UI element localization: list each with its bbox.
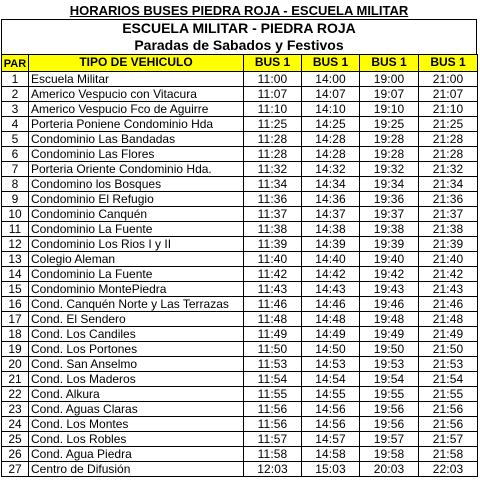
departure-time: 19:57 bbox=[360, 432, 419, 447]
stop-name: Cond. Los Candiles bbox=[29, 327, 244, 342]
stop-name: Condominio El Refugio bbox=[29, 192, 244, 207]
departure-time: 21:37 bbox=[419, 207, 478, 222]
departure-time: 11:56 bbox=[244, 402, 302, 417]
departure-time: 19:39 bbox=[360, 237, 419, 252]
stop-number: 23 bbox=[2, 402, 29, 417]
stop-name: Centro de Difusión bbox=[29, 462, 244, 477]
departure-time: 11:54 bbox=[244, 372, 302, 387]
departure-time: 21:46 bbox=[419, 297, 478, 312]
table-row bbox=[2, 162, 478, 177]
departure-time: 14:42 bbox=[302, 267, 360, 282]
stop-number: 12 bbox=[2, 237, 29, 252]
stop-name: Porteria Oriente Condominio Hda. bbox=[29, 162, 244, 177]
table-row bbox=[2, 192, 478, 207]
departure-time: 19:43 bbox=[360, 282, 419, 297]
table-row bbox=[2, 237, 478, 252]
section-title: Paradas de Sabados y Festivos bbox=[1, 37, 477, 54]
stop-number: 22 bbox=[2, 387, 29, 402]
departure-time: 14:50 bbox=[302, 342, 360, 357]
departure-time: 14:48 bbox=[302, 312, 360, 327]
table-row bbox=[2, 417, 478, 432]
departure-time: 21:55 bbox=[419, 387, 478, 402]
departure-time: 21:58 bbox=[419, 447, 478, 462]
header-row bbox=[2, 55, 478, 72]
departure-time: 21:42 bbox=[419, 267, 478, 282]
departure-time: 21:53 bbox=[419, 357, 478, 372]
departure-time: 14:46 bbox=[302, 297, 360, 312]
departure-time: 11:48 bbox=[244, 312, 302, 327]
departure-time: 11:28 bbox=[244, 147, 302, 162]
stop-name: Condominio La Fuente bbox=[29, 222, 244, 237]
stop-number: 17 bbox=[2, 312, 29, 327]
departure-time: 11:37 bbox=[244, 207, 302, 222]
stop-name: Escuela Militar bbox=[29, 72, 244, 87]
stop-name: Condomino los Bosques bbox=[29, 177, 244, 192]
table-row bbox=[2, 402, 478, 417]
departure-time: 14:07 bbox=[302, 87, 360, 102]
header-vehicle-type: TIPO DE VEHICULO bbox=[29, 55, 244, 72]
departure-time: 11:49 bbox=[244, 327, 302, 342]
departure-time: 21:54 bbox=[419, 372, 478, 387]
departure-time: 11:34 bbox=[244, 177, 302, 192]
stop-number: 20 bbox=[2, 357, 29, 372]
stop-name: Cond. San Anselmo bbox=[29, 357, 244, 372]
header-bus: BUS 1 bbox=[244, 55, 302, 72]
table-row bbox=[2, 222, 478, 237]
stop-number: 5 bbox=[2, 132, 29, 147]
table-row bbox=[2, 447, 478, 462]
stop-name: Cond. Los Robles bbox=[29, 432, 244, 447]
departure-time: 14:28 bbox=[302, 147, 360, 162]
departure-time: 11:53 bbox=[244, 357, 302, 372]
departure-time: 15:03 bbox=[302, 462, 360, 477]
stop-number: 3 bbox=[2, 102, 29, 117]
departure-time: 11:00 bbox=[244, 72, 302, 87]
stop-name: Cond. Aguas Claras bbox=[29, 402, 244, 417]
departure-time: 11:43 bbox=[244, 282, 302, 297]
departure-time: 19:37 bbox=[360, 207, 419, 222]
table-row bbox=[2, 312, 478, 327]
departure-time: 11:55 bbox=[244, 387, 302, 402]
table-row bbox=[2, 132, 478, 147]
departure-time: 19:50 bbox=[360, 342, 419, 357]
departure-time: 19:42 bbox=[360, 267, 419, 282]
departure-time: 14:58 bbox=[302, 447, 360, 462]
stop-number: 24 bbox=[2, 417, 29, 432]
stop-number: 13 bbox=[2, 252, 29, 267]
table-row bbox=[2, 252, 478, 267]
departure-time: 21:56 bbox=[419, 417, 478, 432]
departure-time: 21:00 bbox=[419, 72, 478, 87]
route-subtitle: ESCUELA MILITAR - PIEDRA ROJA bbox=[1, 19, 477, 37]
departure-time: 14:56 bbox=[302, 402, 360, 417]
departure-time: 21:39 bbox=[419, 237, 478, 252]
table-row bbox=[2, 342, 478, 357]
table-row bbox=[2, 177, 478, 192]
departure-time: 11:38 bbox=[244, 222, 302, 237]
departure-time: 14:54 bbox=[302, 372, 360, 387]
departure-time: 11:10 bbox=[244, 102, 302, 117]
table-row bbox=[2, 282, 478, 297]
page-title: HORARIOS BUSES PIEDRA ROJA - ESCUELA MILITAR bbox=[69, 3, 409, 18]
departure-time: 11:32 bbox=[244, 162, 302, 177]
departure-time: 14:38 bbox=[302, 222, 360, 237]
departure-time: 21:57 bbox=[419, 432, 478, 447]
departure-time: 19:55 bbox=[360, 387, 419, 402]
stop-name: Cond. Alkura bbox=[29, 387, 244, 402]
table-row bbox=[2, 387, 478, 402]
stop-number: 19 bbox=[2, 342, 29, 357]
table-row bbox=[2, 432, 478, 447]
stop-number: 26 bbox=[2, 447, 29, 462]
departure-time: 22:03 bbox=[419, 462, 478, 477]
stop-number: 25 bbox=[2, 432, 29, 447]
table-row bbox=[2, 327, 478, 342]
stop-name: Cond. Los Portones bbox=[29, 342, 244, 357]
departure-time: 19:56 bbox=[360, 402, 419, 417]
stop-number: 14 bbox=[2, 267, 29, 282]
departure-time: 11:42 bbox=[244, 267, 302, 282]
departure-time: 11:46 bbox=[244, 297, 302, 312]
table-row bbox=[2, 462, 478, 477]
departure-time: 14:40 bbox=[302, 252, 360, 267]
departure-time: 19:38 bbox=[360, 222, 419, 237]
stop-name: Americo Vespucio con Vitacura bbox=[29, 87, 244, 102]
departure-time: 19:56 bbox=[360, 417, 419, 432]
departure-time: 14:32 bbox=[302, 162, 360, 177]
departure-time: 19:28 bbox=[360, 132, 419, 147]
departure-time: 19:58 bbox=[360, 447, 419, 462]
departure-time: 11:57 bbox=[244, 432, 302, 447]
departure-time: 21:40 bbox=[419, 252, 478, 267]
stop-number: 9 bbox=[2, 192, 29, 207]
stop-name: Cond. El Sendero bbox=[29, 312, 244, 327]
departure-time: 19:53 bbox=[360, 357, 419, 372]
stop-name: Cond. Los Maderos bbox=[29, 372, 244, 387]
stop-name: Condominio Las Flores bbox=[29, 147, 244, 162]
departure-time: 14:34 bbox=[302, 177, 360, 192]
departure-time: 14:56 bbox=[302, 417, 360, 432]
departure-time: 21:36 bbox=[419, 192, 478, 207]
departure-time: 11:36 bbox=[244, 192, 302, 207]
table-row bbox=[2, 72, 478, 87]
departure-time: 11:58 bbox=[244, 447, 302, 462]
departure-time: 11:07 bbox=[244, 87, 302, 102]
departure-time: 14:43 bbox=[302, 282, 360, 297]
stop-number: 18 bbox=[2, 327, 29, 342]
departure-time: 21:50 bbox=[419, 342, 478, 357]
departure-time: 14:28 bbox=[302, 132, 360, 147]
stop-number: 8 bbox=[2, 177, 29, 192]
stop-number: 27 bbox=[2, 462, 29, 477]
stop-name: Condominio La Fuente bbox=[29, 267, 244, 282]
table-row bbox=[2, 102, 478, 117]
departure-time: 19:28 bbox=[360, 147, 419, 162]
schedule-table bbox=[1, 54, 478, 477]
table-row bbox=[2, 372, 478, 387]
departure-time: 11:28 bbox=[244, 132, 302, 147]
departure-time: 19:40 bbox=[360, 252, 419, 267]
stop-number: 6 bbox=[2, 147, 29, 162]
departure-time: 19:48 bbox=[360, 312, 419, 327]
stop-name: Cond. Canquén Norte y Las Terrazas bbox=[29, 297, 244, 312]
departure-time: 21:28 bbox=[419, 132, 478, 147]
stop-number: 7 bbox=[2, 162, 29, 177]
departure-time: 14:10 bbox=[302, 102, 360, 117]
stop-number: 10 bbox=[2, 207, 29, 222]
table-row bbox=[2, 357, 478, 372]
departure-time: 21:49 bbox=[419, 327, 478, 342]
departure-time: 21:32 bbox=[419, 162, 478, 177]
departure-time: 19:49 bbox=[360, 327, 419, 342]
table-row bbox=[2, 87, 478, 102]
departure-time: 14:55 bbox=[302, 387, 360, 402]
header-par: PAR bbox=[2, 55, 29, 72]
departure-time: 19:32 bbox=[360, 162, 419, 177]
stop-number: 16 bbox=[2, 297, 29, 312]
stop-name: Cond. Los Montes bbox=[29, 417, 244, 432]
departure-time: 19:46 bbox=[360, 297, 419, 312]
stop-name: Condominio Canquén bbox=[29, 207, 244, 222]
departure-time: 21:43 bbox=[419, 282, 478, 297]
departure-time: 14:57 bbox=[302, 432, 360, 447]
stop-number: 11 bbox=[2, 222, 29, 237]
stop-name: Americo Vespucio Fco de Aguirre bbox=[29, 102, 244, 117]
departure-time: 19:07 bbox=[360, 87, 419, 102]
departure-time: 12:03 bbox=[244, 462, 302, 477]
stop-number: 21 bbox=[2, 372, 29, 387]
header-bus: BUS 1 bbox=[302, 55, 360, 72]
departure-time: 19:10 bbox=[360, 102, 419, 117]
stop-name: Porteria Poniene Condominio Hda bbox=[29, 117, 244, 132]
table-row bbox=[2, 117, 478, 132]
departure-time: 21:48 bbox=[419, 312, 478, 327]
departure-time: 11:50 bbox=[244, 342, 302, 357]
stop-number: 15 bbox=[2, 282, 29, 297]
table-row bbox=[2, 267, 478, 282]
departure-time: 14:39 bbox=[302, 237, 360, 252]
stop-number: 1 bbox=[2, 72, 29, 87]
stop-name: Condominio MontePiedra bbox=[29, 282, 244, 297]
departure-time: 21:34 bbox=[419, 177, 478, 192]
departure-time: 19:25 bbox=[360, 117, 419, 132]
departure-time: 21:25 bbox=[419, 117, 478, 132]
departure-time: 21:38 bbox=[419, 222, 478, 237]
departure-time: 14:00 bbox=[302, 72, 360, 87]
departure-time: 14:53 bbox=[302, 357, 360, 372]
table-row bbox=[2, 207, 478, 222]
departure-time: 19:36 bbox=[360, 192, 419, 207]
departure-time: 11:40 bbox=[244, 252, 302, 267]
departure-time: 19:00 bbox=[360, 72, 419, 87]
departure-time: 21:10 bbox=[419, 102, 478, 117]
departure-time: 21:07 bbox=[419, 87, 478, 102]
departure-time: 21:28 bbox=[419, 147, 478, 162]
stop-name: Condominio Los Rios I y II bbox=[29, 237, 244, 252]
stop-name: Cond. Agua Piedra bbox=[29, 447, 244, 462]
header-bus: BUS 1 bbox=[419, 55, 478, 72]
header-bus: BUS 1 bbox=[360, 55, 419, 72]
schedule-sheet bbox=[1, 2, 477, 477]
departure-time: 14:49 bbox=[302, 327, 360, 342]
table-row bbox=[2, 297, 478, 312]
departure-time: 20:03 bbox=[360, 462, 419, 477]
stop-number: 2 bbox=[2, 87, 29, 102]
departure-time: 19:34 bbox=[360, 177, 419, 192]
departure-time: 14:25 bbox=[302, 117, 360, 132]
departure-time: 11:25 bbox=[244, 117, 302, 132]
departure-time: 11:56 bbox=[244, 417, 302, 432]
stop-number: 4 bbox=[2, 117, 29, 132]
stop-name: Condominio Las Bandadas bbox=[29, 132, 244, 147]
departure-time: 14:36 bbox=[302, 192, 360, 207]
stop-name: Colegio Aleman bbox=[29, 252, 244, 267]
departure-time: 19:54 bbox=[360, 372, 419, 387]
departure-time: 21:56 bbox=[419, 402, 478, 417]
departure-time: 11:39 bbox=[244, 237, 302, 252]
table-row bbox=[2, 147, 478, 162]
departure-time: 14:37 bbox=[302, 207, 360, 222]
